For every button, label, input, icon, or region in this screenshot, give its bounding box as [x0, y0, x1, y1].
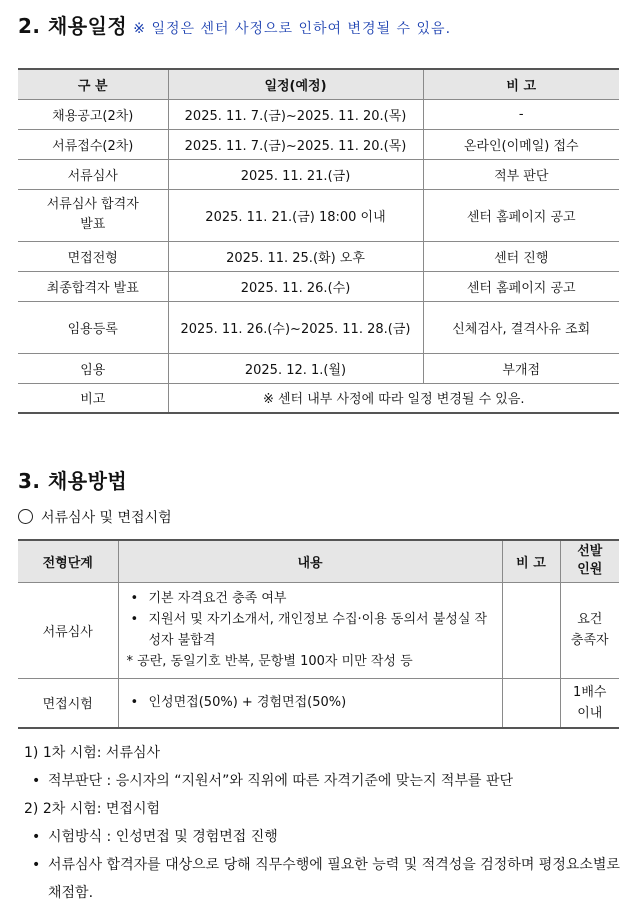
- table-header-row: [18, 69, 619, 99]
- cell-schedule: 2025. 11. 7.(금)~2025. 11. 20.(목): [168, 99, 423, 129]
- table-remark-row: [18, 383, 619, 413]
- cell-category: 채용공고(2차): [18, 99, 168, 129]
- header-remark: 비 고: [423, 69, 619, 99]
- header-schedule: 일정(예정): [168, 69, 423, 99]
- cell-remark: 센터 홈페이지 공고: [423, 189, 619, 241]
- cell-category: 임용등록: [18, 301, 168, 353]
- note-step-2-bullet: • 시험방식 : 인성면접 및 경험면접 진행: [24, 823, 624, 851]
- cell-remark: 온라인(이메일) 접수: [423, 129, 619, 159]
- cell-schedule: 2025. 11. 26.(수): [168, 271, 423, 301]
- cell-remark: 적부 판단: [423, 159, 619, 189]
- cell-category: 면접전형: [18, 241, 168, 271]
- list-item-footnote: * 공란, 동일기호 반복, 문항별 100자 미만 작성 등: [126, 654, 413, 669]
- note-step-1: 1) 1차 시험: 서류심사: [24, 745, 161, 761]
- note-step-1-bullet: • 적부판단 : 응시자의 “지원서”와 직위에 따른 자격기준에 맞는지 적부를 판단: [24, 767, 624, 795]
- cell-remark: 신체검사, 결격사유 조회: [423, 301, 619, 353]
- cell-remark: -: [423, 99, 619, 129]
- cell-schedule: 2025. 11. 25.(화) 오후: [168, 241, 423, 271]
- table-row: [18, 582, 619, 678]
- method-subtitle: [18, 507, 172, 527]
- cell-schedule: 2025. 11. 7.(금)~2025. 11. 20.(목): [168, 129, 423, 159]
- list-item: • 기본 자격요건 충족 여부: [127, 588, 494, 609]
- section-2-title: [18, 10, 451, 39]
- cell-remark-label: 비고: [18, 383, 168, 413]
- table-row: [18, 159, 619, 189]
- table-row: [18, 353, 619, 383]
- cell-stage: 서류심사: [18, 582, 118, 678]
- schedule-change-note: ※ 일정은 센터 사정으로 인하여 변경될 수 있음.: [133, 21, 452, 37]
- cell-content: [118, 582, 502, 678]
- header-stage: 전형단계: [18, 540, 118, 582]
- table-row: [18, 189, 619, 241]
- list-item: • 지원서 및 자기소개서, 개인정보 수집·이용 동의서 불성실 작성자 불합격: [127, 609, 494, 651]
- cell-schedule: 2025. 11. 21.(금) 18:00 이내: [168, 189, 423, 241]
- table-row: [18, 99, 619, 129]
- note-step-2: 2) 2차 시험: 면접시험: [24, 801, 161, 817]
- cell-remark-text: ※ 센터 내부 사정에 따라 일정 변경될 수 있음.: [168, 383, 619, 413]
- cell-remark: 센터 홈페이지 공고: [423, 271, 619, 301]
- method-notes: [24, 739, 624, 907]
- method-subtitle-text: 서류심사 및 면접시험: [41, 510, 172, 526]
- cell-selection: 1배수 이내: [560, 678, 619, 728]
- cell-remark: [502, 678, 560, 728]
- table-row: [18, 301, 619, 353]
- method-table: [18, 539, 619, 729]
- note-step-2-bullet: • 서류심사 합격자를 대상으로 당해 직무수행에 필요한 능력 및 적격성을 검정하며 평정요소별로 채점함.: [24, 851, 624, 907]
- cell-schedule: 2025. 11. 26.(수)~2025. 11. 28.(금): [168, 301, 423, 353]
- header-category: 구 분: [18, 69, 168, 99]
- cell-stage: 면접시험: [18, 678, 118, 728]
- cell-category: 서류심사: [18, 159, 168, 189]
- table-header-row: [18, 540, 619, 582]
- cell-remark: 부개점: [423, 353, 619, 383]
- cell-content: [118, 678, 502, 728]
- cell-category: 서류접수(2차): [18, 129, 168, 159]
- list-item: • 인성면접(50%) + 경험면접(50%): [127, 692, 494, 713]
- cell-remark: 센터 진행: [423, 241, 619, 271]
- circle-bullet-icon: [18, 509, 33, 524]
- table-row: [18, 129, 619, 159]
- header-selection: 선발인원: [560, 540, 619, 582]
- section-2-heading: 2. 채용일정: [18, 14, 128, 38]
- cell-selection: 요건 충족자: [560, 582, 619, 678]
- cell-category: 임용: [18, 353, 168, 383]
- table-row: [18, 241, 619, 271]
- cell-category: 최종합격자 발표: [18, 271, 168, 301]
- cell-category: 서류심사 합격자 발표: [18, 189, 168, 241]
- schedule-table: [18, 68, 619, 414]
- table-row: [18, 271, 619, 301]
- section-3-title: 3. 채용방법: [18, 469, 128, 493]
- cell-schedule: 2025. 11. 21.(금): [168, 159, 423, 189]
- cell-schedule: 2025. 12. 1.(월): [168, 353, 423, 383]
- header-remark: 비 고: [502, 540, 560, 582]
- table-row: [18, 678, 619, 728]
- header-content: 내용: [118, 540, 502, 582]
- cell-remark: [502, 582, 560, 678]
